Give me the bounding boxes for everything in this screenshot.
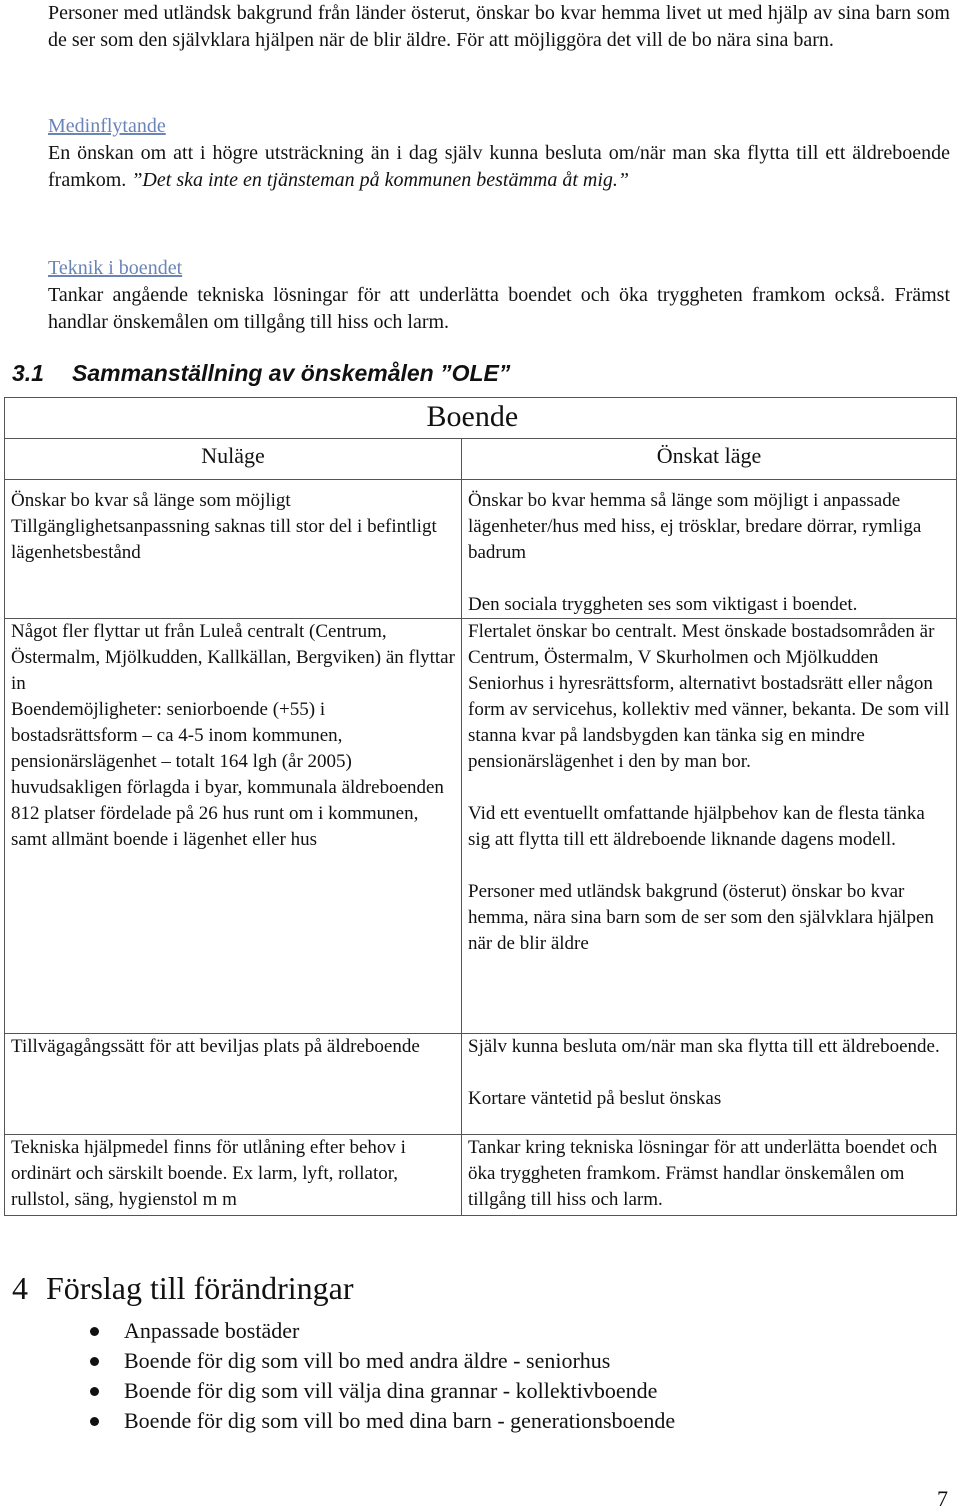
list-item bbox=[84, 1376, 675, 1406]
table-title-spacer bbox=[5, 398, 462, 439]
bullet-icon bbox=[90, 1387, 99, 1396]
row1-right-p1: Önskar bo kvar hemma så länge som möjligt i anpassade lägenheter/hus med hiss, ej trösklar, bredare dörrar, rymliga badrum bbox=[468, 490, 922, 563]
medinflytande-heading-text: Medinflytande bbox=[48, 115, 166, 137]
row3-right bbox=[462, 1034, 957, 1135]
list-item-text: Boende för dig som vill bo med dina barn - generationsboende bbox=[124, 1408, 676, 1433]
row3-right-p1: Själv kunna besluta om/när man ska flytta till ett äldreboende. bbox=[468, 1036, 940, 1057]
bullet-icon bbox=[90, 1357, 99, 1366]
section-4-title: Förslag till förändringar bbox=[46, 1270, 354, 1306]
row4-left-p1: Tekniska hjälpmedel finns för utlåning efter behov i ordinärt och särskilt boende. Ex larm, lyft, rollator, rullstol, säng, hygienstol m m bbox=[11, 1137, 406, 1210]
row2-left-p2: Boendemöjligheter: seniorboende (+55) i bostadsrättsform – ca 4-5 inom kommunen, pensionärslägenhet – totalt 164 lgh (år 2005) huvudsakligen förlagda i byar, kommunala äldreboenden 812 platser fördelade på 26 hus runt om i kommunen, samt allmänt boende i lägenhet eller hus bbox=[11, 699, 444, 850]
row3-left-p1: Tillvägagångssätt för att beviljas plats på äldreboende bbox=[11, 1036, 420, 1057]
page-number: 7 bbox=[937, 1486, 948, 1511]
section-number: 3.1 bbox=[12, 360, 44, 386]
section-4-number: 4 bbox=[12, 1270, 28, 1306]
row2-right-p1: Flertalet önskar bo centralt. Mest önskade bostadsområden är Centrum, Östermalm, V Skurholmen och Mjölkudden bbox=[468, 621, 935, 668]
medinflytande-text: En önskan om att i högre utsträckning än i dag själv kunna besluta om/när man ska flytta till ett äldreboende framkom. bbox=[48, 142, 950, 191]
list-item bbox=[84, 1316, 675, 1346]
teknik-heading bbox=[48, 255, 950, 282]
row1-left-p1: Önskar bo kvar så länge som möjligt bbox=[11, 490, 291, 511]
medinflytande-heading bbox=[48, 113, 950, 140]
table-row bbox=[5, 619, 957, 1034]
list-item bbox=[84, 1346, 675, 1376]
ole-table bbox=[4, 397, 957, 1216]
proposal-list bbox=[84, 1316, 675, 1436]
bullet-icon bbox=[90, 1417, 99, 1426]
header-onskat-lage: Önskat läge bbox=[462, 439, 957, 480]
list-item-text: Anpassade bostäder bbox=[124, 1318, 300, 1343]
list-item bbox=[84, 1406, 675, 1436]
table-title: Boende bbox=[426, 400, 519, 433]
table-row bbox=[5, 1034, 957, 1135]
row3-left bbox=[5, 1034, 462, 1135]
row4-left bbox=[5, 1135, 462, 1216]
row4-right-p1: Tankar kring tekniska lösningar för att underlätta boendet och öka tryggheten framkom. Främst handlar önskemålen om tillgång till hiss och larm. bbox=[468, 1137, 938, 1210]
table-row bbox=[5, 480, 957, 619]
medinflytande-paragraph bbox=[48, 140, 950, 193]
intro-paragraph: Personer med utländsk bakgrund från länder österut, önskar bo kvar hemma livet ut med hjälp av sina barn som de ser som den självklara hjälpen när de blir äldre. För att möjliggöra det vill de bo nära sina barn. bbox=[48, 2, 950, 51]
teknik-paragraph: Tankar angående tekniska lösningar för att underlätta boendet och öka tryggheten framkom också. Främst handlar önskemålen om tillgång till hiss och larm. bbox=[48, 284, 950, 333]
row2-right-p2: Seniorhus i hyresrättsform, alternativt bostadsrätt eller någon form av servicehus, kollektiv med vänner, bekanta. De som vill stanna kvar på landsbygden kan tänka sig en mindre pensionärslägenhet i den by man bor. bbox=[468, 673, 950, 772]
row2-right-p4: Personer med utländsk bakgrund (österut) önskar bo kvar hemma, nära sina barn som de ser som den självklara hjälpen när de blir äldre bbox=[468, 881, 934, 954]
row2-right-p3: Vid ett eventuellt omfattande hjälpbehov kan de flesta tänka sig att flytta till ett äldreboende liknande dagens modell. bbox=[468, 803, 925, 850]
teknik-heading-text: Teknik i boendet bbox=[48, 257, 183, 279]
row2-left-p1: Något fler flyttar ut från Luleå centralt (Centrum, Östermalm, Mjölkudden, Kallkällan, Bergviken) än flyttar in bbox=[11, 621, 455, 694]
section-3-1-heading bbox=[12, 360, 510, 387]
row1-left bbox=[5, 480, 462, 619]
bullet-icon bbox=[90, 1327, 99, 1336]
row2-right bbox=[462, 619, 957, 1034]
row4-right bbox=[462, 1135, 957, 1216]
row3-right-p2: Kortare väntetid på beslut önskas bbox=[468, 1088, 722, 1109]
medinflytande-quote: ”Det ska inte en tjänsteman på kommunen bestämma åt mig.” bbox=[131, 168, 630, 191]
table-row bbox=[5, 1135, 957, 1216]
list-item-text: Boende för dig som vill välja dina grannar - kollektivboende bbox=[124, 1378, 658, 1403]
section-4-heading bbox=[12, 1270, 353, 1307]
row2-left bbox=[5, 619, 462, 1034]
row1-left-p2: Tillgänglighetsanpassning saknas till stor del i befintligt lägenhetsbestånd bbox=[11, 516, 437, 563]
section-title: Sammanställning av önskemålen ”OLE” bbox=[71, 360, 511, 386]
row1-right-p2: Den sociala tryggheten ses som viktigast i boendet. bbox=[468, 594, 858, 615]
list-item-text: Boende för dig som vill bo med andra äldre - seniorhus bbox=[124, 1348, 611, 1373]
row1-right bbox=[462, 480, 957, 619]
header-nulage: Nuläge bbox=[5, 439, 462, 480]
table-title-cell bbox=[426, 398, 957, 439]
